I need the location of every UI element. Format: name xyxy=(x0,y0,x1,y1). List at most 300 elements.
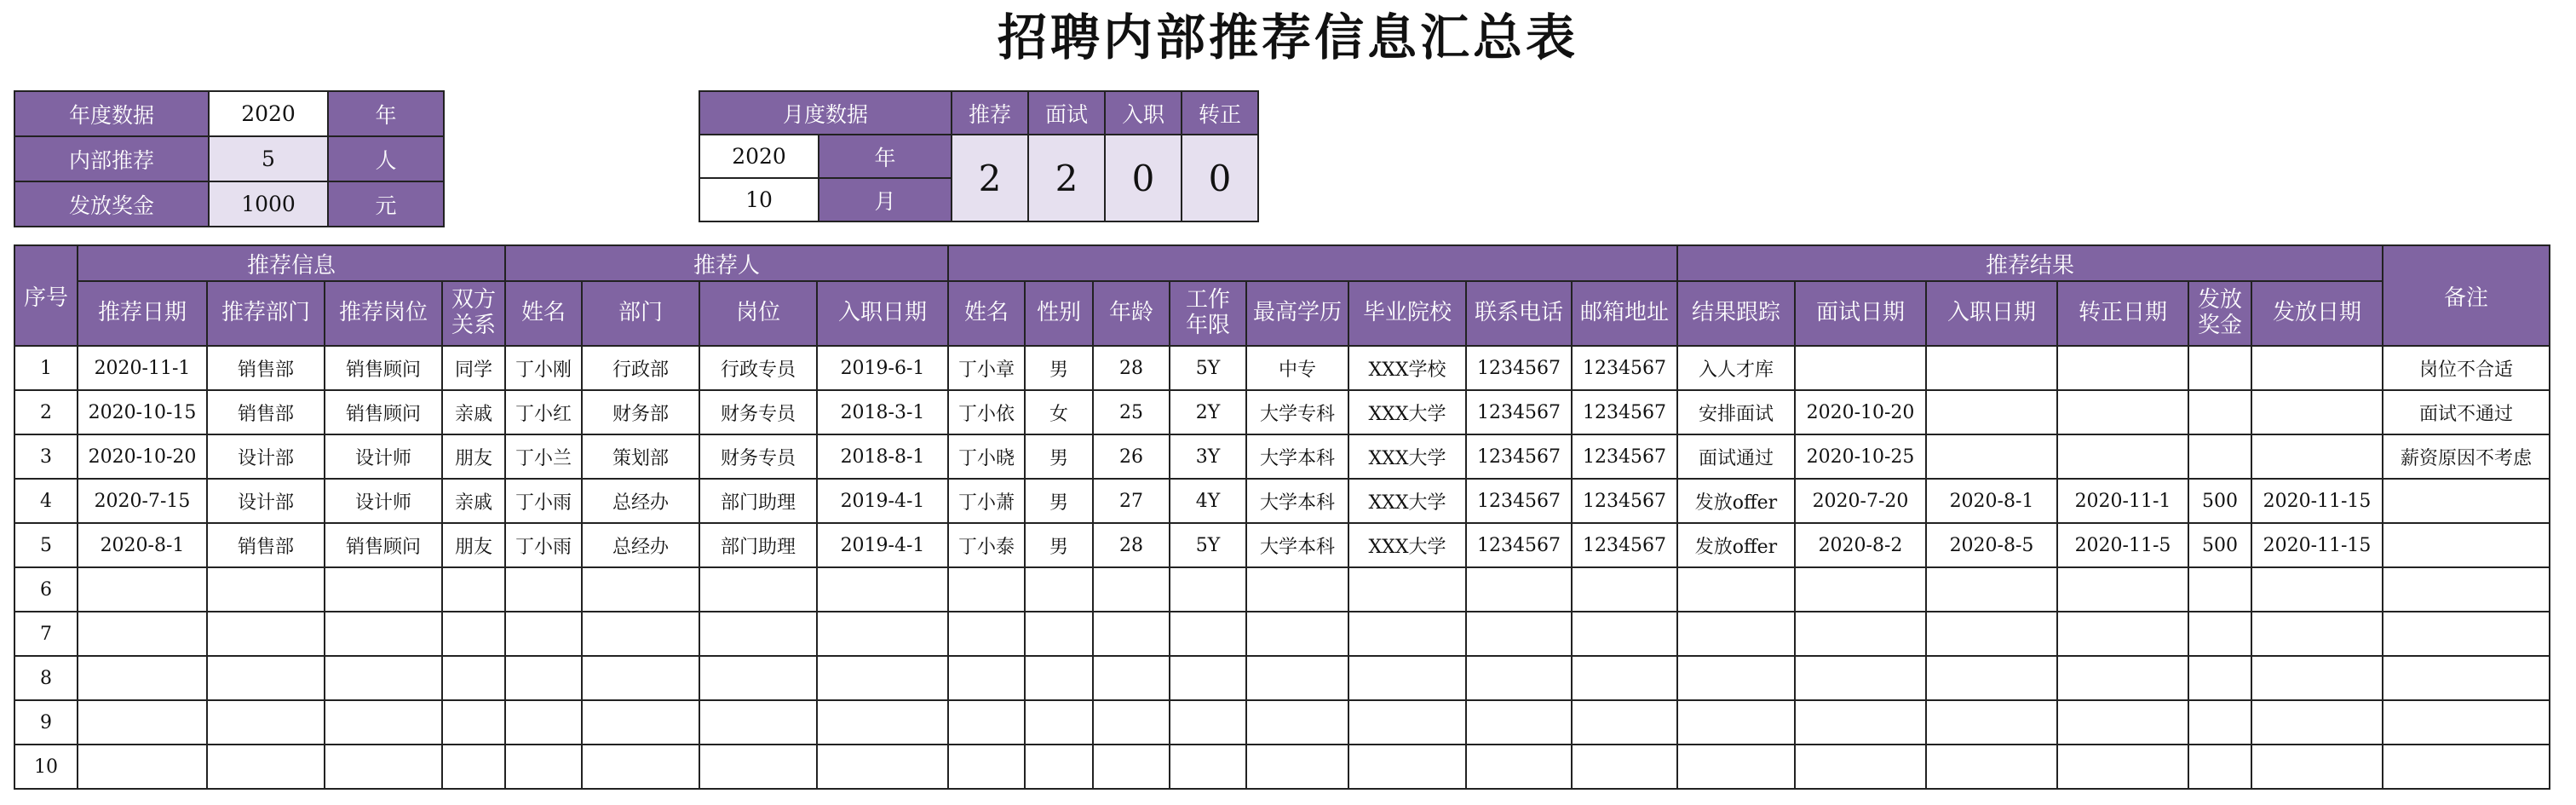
table-cell[interactable]: 销售顾问 xyxy=(325,523,442,567)
table-cell[interactable]: 亲戚 xyxy=(442,479,505,523)
table-cell[interactable] xyxy=(817,567,948,612)
table-cell[interactable]: 总经办 xyxy=(582,523,699,567)
table-cell[interactable] xyxy=(505,567,582,612)
table-cell[interactable] xyxy=(2057,745,2188,789)
table-cell[interactable]: 行政部 xyxy=(582,346,699,390)
monthly-month-value[interactable]: 10 xyxy=(699,178,819,221)
table-cell[interactable]: 丁小雨 xyxy=(505,479,582,523)
table-cell[interactable] xyxy=(78,567,207,612)
table-cell[interactable]: 设计部 xyxy=(207,479,325,523)
table-cell[interactable] xyxy=(582,656,699,700)
monthly-stat-label: 面试 xyxy=(1028,91,1105,135)
summary-label: 内部推荐 xyxy=(14,136,209,181)
table-cell[interactable]: 大学本科 xyxy=(1246,434,1348,479)
column-header: 入职日期 xyxy=(1926,281,2057,346)
column-header: 年龄 xyxy=(1093,281,1170,346)
table-cell[interactable]: 1234567 xyxy=(1466,479,1572,523)
table-cell[interactable] xyxy=(1246,700,1348,745)
table-cell[interactable] xyxy=(948,612,1025,656)
table-cell[interactable]: 2018-8-1 xyxy=(817,434,948,479)
table-cell[interactable]: 2020-11-1 xyxy=(2057,479,2188,523)
col-seq: 序号 xyxy=(14,245,78,346)
table-cell[interactable] xyxy=(2251,434,2383,479)
row-seq: 8 xyxy=(14,656,78,700)
table-cell[interactable] xyxy=(948,700,1025,745)
table-cell[interactable] xyxy=(1677,700,1795,745)
table-cell[interactable]: 总经办 xyxy=(582,479,699,523)
table-cell[interactable]: 丁小依 xyxy=(948,390,1025,434)
table-cell[interactable] xyxy=(2188,390,2251,434)
table-cell[interactable]: 丁小晓 xyxy=(948,434,1025,479)
row-seq: 2 xyxy=(14,390,78,434)
table-cell[interactable] xyxy=(1246,567,1348,612)
table-cell[interactable]: 男 xyxy=(1025,346,1093,390)
column-header: 姓名 xyxy=(505,281,582,346)
table-cell[interactable] xyxy=(582,567,699,612)
table-cell[interactable]: 3Y xyxy=(1170,434,1246,479)
table-cell[interactable]: 岗位不合适 xyxy=(2383,346,2550,390)
table-cell[interactable]: 2020-7-15 xyxy=(78,479,207,523)
table-cell[interactable]: 2019-4-1 xyxy=(817,523,948,567)
row-seq: 7 xyxy=(14,612,78,656)
column-header: 面试日期 xyxy=(1795,281,1926,346)
monthly-stat-label: 入职 xyxy=(1105,91,1182,135)
monthly-stats-table xyxy=(699,90,1259,222)
column-header: 毕业院校 xyxy=(1348,281,1466,346)
table-cell[interactable] xyxy=(1093,745,1170,789)
monthly-stat-value: 2 xyxy=(1028,135,1105,221)
table-cell[interactable] xyxy=(1348,656,1466,700)
table-cell[interactable]: 丁小萧 xyxy=(948,479,1025,523)
table-cell[interactable] xyxy=(817,656,948,700)
table-cell[interactable]: 2020-11-1 xyxy=(78,346,207,390)
table-cell[interactable] xyxy=(1025,700,1093,745)
table-cell[interactable]: 1234567 xyxy=(1466,434,1572,479)
table-cell[interactable] xyxy=(1170,656,1246,700)
table-cell[interactable] xyxy=(1572,612,1677,656)
table-cell[interactable] xyxy=(1926,700,2057,745)
group-candidate xyxy=(948,245,1677,281)
table-cell[interactable] xyxy=(1677,567,1795,612)
table-cell[interactable]: 2020-8-1 xyxy=(78,523,207,567)
table-cell[interactable] xyxy=(1170,612,1246,656)
table-cell[interactable] xyxy=(1795,612,1926,656)
referral-detail-table xyxy=(14,244,2550,790)
table-cell[interactable] xyxy=(1025,656,1093,700)
table-cell[interactable] xyxy=(582,612,699,656)
row-seq: 10 xyxy=(14,745,78,789)
table-cell[interactable] xyxy=(1926,656,2057,700)
table-cell[interactable]: 1234567 xyxy=(1572,523,1677,567)
table-cell[interactable] xyxy=(505,745,582,789)
table-cell[interactable] xyxy=(325,656,442,700)
table-cell[interactable] xyxy=(699,567,817,612)
monthly-month-unit: 月 xyxy=(819,178,952,221)
table-cell[interactable]: 1234567 xyxy=(1466,346,1572,390)
table-cell[interactable] xyxy=(1572,567,1677,612)
table-cell[interactable] xyxy=(2188,700,2251,745)
column-header: 性别 xyxy=(1025,281,1093,346)
table-cell[interactable] xyxy=(2057,612,2188,656)
table-cell[interactable] xyxy=(2251,745,2383,789)
table-cell[interactable] xyxy=(699,656,817,700)
table-cell[interactable] xyxy=(1926,434,2057,479)
table-cell[interactable]: 1234567 xyxy=(1572,434,1677,479)
table-cell[interactable] xyxy=(582,700,699,745)
monthly-year-unit: 年 xyxy=(819,135,952,178)
table-cell[interactable] xyxy=(78,612,207,656)
table-cell[interactable] xyxy=(325,612,442,656)
table-cell[interactable] xyxy=(2383,656,2550,700)
table-cell[interactable]: 2020-7-20 xyxy=(1795,479,1926,523)
row-seq: 1 xyxy=(14,346,78,390)
table-row xyxy=(14,656,2550,700)
table-cell[interactable] xyxy=(325,745,442,789)
table-cell[interactable] xyxy=(1466,612,1572,656)
group-result: 推荐结果 xyxy=(1677,245,2383,281)
table-cell[interactable] xyxy=(1466,700,1572,745)
page-title: 招聘内部推荐信息汇总表 xyxy=(997,9,1578,66)
table-cell[interactable] xyxy=(1795,745,1926,789)
table-cell[interactable]: 入人才库 xyxy=(1677,346,1795,390)
table-cell[interactable]: 1234567 xyxy=(1466,390,1572,434)
table-cell[interactable] xyxy=(2188,656,2251,700)
column-header: 联系电话 xyxy=(1466,281,1572,346)
table-cell[interactable]: 男 xyxy=(1025,479,1093,523)
table-cell[interactable]: 1234567 xyxy=(1572,390,1677,434)
table-cell[interactable] xyxy=(2057,700,2188,745)
table-cell[interactable] xyxy=(2383,567,2550,612)
table-cell[interactable] xyxy=(1572,745,1677,789)
table-cell[interactable] xyxy=(1795,567,1926,612)
table-cell[interactable] xyxy=(78,656,207,700)
table-cell[interactable] xyxy=(78,700,207,745)
table-cell[interactable]: 丁小刚 xyxy=(505,346,582,390)
table-cell[interactable]: 500 xyxy=(2188,523,2251,567)
table-cell[interactable]: 财务专员 xyxy=(699,434,817,479)
table-row xyxy=(14,567,2550,612)
table-cell[interactable] xyxy=(2057,567,2188,612)
table-cell[interactable] xyxy=(582,745,699,789)
table-cell[interactable]: 大学本科 xyxy=(1246,523,1348,567)
table-cell[interactable] xyxy=(2188,745,2251,789)
table-cell[interactable] xyxy=(817,612,948,656)
table-cell[interactable] xyxy=(2251,700,2383,745)
table-cell[interactable] xyxy=(1348,745,1466,789)
table-cell[interactable]: 25 xyxy=(1093,390,1170,434)
table-cell[interactable]: 中专 xyxy=(1246,346,1348,390)
table-cell[interactable]: 1234567 xyxy=(1466,523,1572,567)
table-cell[interactable]: 销售顾问 xyxy=(325,390,442,434)
table-cell[interactable] xyxy=(1677,612,1795,656)
table-cell[interactable] xyxy=(817,700,948,745)
summary-value[interactable]: 5 xyxy=(209,136,328,181)
table-cell[interactable] xyxy=(1093,567,1170,612)
table-cell[interactable] xyxy=(1348,567,1466,612)
table-cell[interactable] xyxy=(1025,612,1093,656)
table-cell[interactable] xyxy=(1466,745,1572,789)
table-cell[interactable] xyxy=(2383,479,2550,523)
table-cell[interactable] xyxy=(78,745,207,789)
column-header: 转正日期 xyxy=(2057,281,2188,346)
table-cell[interactable]: 5Y xyxy=(1170,523,1246,567)
table-cell[interactable]: 28 xyxy=(1093,523,1170,567)
table-cell[interactable] xyxy=(1795,346,1926,390)
table-cell[interactable]: 设计师 xyxy=(325,479,442,523)
table-cell[interactable]: XXX学校 xyxy=(1348,346,1466,390)
table-cell[interactable]: 大学专科 xyxy=(1246,390,1348,434)
table-row xyxy=(14,479,2550,523)
table-cell[interactable] xyxy=(2188,434,2251,479)
table-cell[interactable] xyxy=(1025,567,1093,612)
table-cell[interactable]: 女 xyxy=(1025,390,1093,434)
table-cell[interactable] xyxy=(442,700,505,745)
table-cell[interactable]: XXX大学 xyxy=(1348,390,1466,434)
table-cell[interactable]: 行政专员 xyxy=(699,346,817,390)
table-cell[interactable] xyxy=(1795,700,1926,745)
table-cell[interactable] xyxy=(2383,523,2550,567)
table-cell[interactable] xyxy=(1926,567,2057,612)
table-cell[interactable]: 财务专员 xyxy=(699,390,817,434)
table-cell[interactable] xyxy=(1926,390,2057,434)
table-cell[interactable] xyxy=(505,700,582,745)
table-cell[interactable]: XXX大学 xyxy=(1348,434,1466,479)
table-cell[interactable] xyxy=(2251,656,2383,700)
table-cell[interactable] xyxy=(2251,567,2383,612)
table-cell[interactable]: 4Y xyxy=(1170,479,1246,523)
table-cell[interactable]: 2020-8-5 xyxy=(1926,523,2057,567)
monthly-stat-value: 0 xyxy=(1105,135,1182,221)
table-cell[interactable] xyxy=(207,700,325,745)
table-cell[interactable]: 大学本科 xyxy=(1246,479,1348,523)
table-cell[interactable] xyxy=(948,567,1025,612)
column-header: 推荐岗位 xyxy=(325,281,442,346)
table-cell[interactable] xyxy=(1348,700,1466,745)
table-cell[interactable]: 发放offer xyxy=(1677,523,1795,567)
table-cell[interactable] xyxy=(699,612,817,656)
table-cell[interactable] xyxy=(699,700,817,745)
table-cell[interactable] xyxy=(2057,656,2188,700)
table-cell[interactable]: 策划部 xyxy=(582,434,699,479)
table-cell[interactable] xyxy=(1348,612,1466,656)
table-cell[interactable]: 部门助理 xyxy=(699,479,817,523)
table-cell[interactable] xyxy=(1025,745,1093,789)
table-cell[interactable] xyxy=(699,745,817,789)
table-cell[interactable] xyxy=(1572,656,1677,700)
table-cell[interactable]: 26 xyxy=(1093,434,1170,479)
column-header: 工作 年限 xyxy=(1170,281,1246,346)
table-cell[interactable]: 2019-6-1 xyxy=(817,346,948,390)
summary-unit: 元 xyxy=(328,181,444,227)
table-cell[interactable]: 2020-10-15 xyxy=(78,390,207,434)
column-header: 结果跟踪 xyxy=(1677,281,1795,346)
table-cell[interactable]: 同学 xyxy=(442,346,505,390)
table-row xyxy=(14,434,2550,479)
table-cell[interactable] xyxy=(207,567,325,612)
column-header: 部门 xyxy=(582,281,699,346)
column-header: 入职日期 xyxy=(817,281,948,346)
table-cell[interactable] xyxy=(1677,656,1795,700)
table-row xyxy=(14,745,2550,789)
table-cell[interactable] xyxy=(1466,656,1572,700)
table-cell[interactable]: 男 xyxy=(1025,434,1093,479)
column-header: 推荐部门 xyxy=(207,281,325,346)
group-referral-info: 推荐信息 xyxy=(78,245,505,281)
table-cell[interactable] xyxy=(948,656,1025,700)
table-cell[interactable]: 朋友 xyxy=(442,434,505,479)
table-cell[interactable]: 面试不通过 xyxy=(2383,390,2550,434)
row-seq: 4 xyxy=(14,479,78,523)
table-row xyxy=(14,346,2550,390)
table-cell[interactable]: 丁小雨 xyxy=(505,523,582,567)
table-cell[interactable]: 2020-10-20 xyxy=(78,434,207,479)
table-cell[interactable]: 2Y xyxy=(1170,390,1246,434)
table-cell[interactable]: 2020-11-5 xyxy=(2057,523,2188,567)
table-cell[interactable] xyxy=(2383,612,2550,656)
table-cell[interactable]: 2020-10-25 xyxy=(1795,434,1926,479)
row-seq: 3 xyxy=(14,434,78,479)
table-cell[interactable] xyxy=(1926,745,2057,789)
table-cell[interactable] xyxy=(2383,745,2550,789)
table-cell[interactable] xyxy=(207,745,325,789)
table-cell[interactable]: 面试通过 xyxy=(1677,434,1795,479)
table-cell[interactable]: 2020-8-2 xyxy=(1795,523,1926,567)
table-cell[interactable] xyxy=(2251,390,2383,434)
table-cell[interactable]: 2020-10-20 xyxy=(1795,390,1926,434)
table-cell[interactable] xyxy=(1170,700,1246,745)
table-cell[interactable] xyxy=(1093,656,1170,700)
row-seq: 5 xyxy=(14,523,78,567)
table-cell[interactable]: 丁小章 xyxy=(948,346,1025,390)
table-cell[interactable]: 财务部 xyxy=(582,390,699,434)
table-cell[interactable] xyxy=(1246,745,1348,789)
table-cell[interactable]: 安排面试 xyxy=(1677,390,1795,434)
table-cell[interactable] xyxy=(1926,612,2057,656)
table-cell[interactable]: 设计师 xyxy=(325,434,442,479)
column-header: 邮箱地址 xyxy=(1572,281,1677,346)
table-cell[interactable] xyxy=(207,612,325,656)
group-referrer: 推荐人 xyxy=(505,245,948,281)
table-cell[interactable] xyxy=(1093,612,1170,656)
table-cell[interactable] xyxy=(948,745,1025,789)
table-cell[interactable] xyxy=(1926,346,2057,390)
table-cell[interactable]: 丁小兰 xyxy=(505,434,582,479)
table-cell[interactable] xyxy=(1795,656,1926,700)
table-cell[interactable]: 丁小泰 xyxy=(948,523,1025,567)
table-cell[interactable] xyxy=(442,745,505,789)
monthly-header-label: 月度数据 xyxy=(699,91,952,135)
table-cell[interactable] xyxy=(1246,656,1348,700)
table-cell[interactable] xyxy=(2251,612,2383,656)
column-header: 岗位 xyxy=(699,281,817,346)
table-cell[interactable] xyxy=(1466,567,1572,612)
table-cell[interactable] xyxy=(2383,700,2550,745)
table-cell[interactable] xyxy=(325,567,442,612)
monthly-stat-value: 0 xyxy=(1182,135,1258,221)
table-cell[interactable] xyxy=(2057,390,2188,434)
table-row xyxy=(14,390,2550,434)
table-cell[interactable] xyxy=(207,656,325,700)
table-cell[interactable]: 丁小红 xyxy=(505,390,582,434)
summary-value[interactable]: 2020 xyxy=(209,91,328,136)
table-cell[interactable] xyxy=(2188,567,2251,612)
table-cell[interactable]: 2020-11-15 xyxy=(2251,523,2383,567)
monthly-stat-label: 转正 xyxy=(1182,91,1258,135)
table-cell[interactable] xyxy=(442,567,505,612)
table-cell[interactable] xyxy=(1572,700,1677,745)
table-cell[interactable] xyxy=(505,656,582,700)
table-cell[interactable]: 男 xyxy=(1025,523,1093,567)
table-cell[interactable]: 销售部 xyxy=(207,523,325,567)
table-cell[interactable]: 销售顾问 xyxy=(325,346,442,390)
table-cell[interactable] xyxy=(1677,745,1795,789)
table-cell[interactable]: 2020-11-15 xyxy=(2251,479,2383,523)
table-cell[interactable]: 2020-8-1 xyxy=(1926,479,2057,523)
monthly-stat-label: 推荐 xyxy=(952,91,1028,135)
table-cell[interactable] xyxy=(1093,700,1170,745)
table-cell[interactable]: 亲戚 xyxy=(442,390,505,434)
table-cell[interactable] xyxy=(2057,434,2188,479)
table-cell[interactable] xyxy=(817,745,948,789)
column-header: 推荐日期 xyxy=(78,281,207,346)
table-cell[interactable] xyxy=(2188,346,2251,390)
table-cell[interactable]: XXX大学 xyxy=(1348,479,1466,523)
table-cell[interactable]: 薪资原因不考虑 xyxy=(2383,434,2550,479)
column-header: 发放 奖金 xyxy=(2188,281,2251,346)
table-cell[interactable]: 销售部 xyxy=(207,390,325,434)
table-cell[interactable] xyxy=(442,612,505,656)
table-cell[interactable]: 27 xyxy=(1093,479,1170,523)
table-cell[interactable] xyxy=(2251,346,2383,390)
summary-row-year xyxy=(14,91,444,136)
summary-unit: 年 xyxy=(328,91,444,136)
table-cell[interactable]: 5Y xyxy=(1170,346,1246,390)
table-cell[interactable]: 2019-4-1 xyxy=(817,479,948,523)
summary-unit: 人 xyxy=(328,136,444,181)
table-cell[interactable] xyxy=(1246,612,1348,656)
table-cell[interactable]: XXX大学 xyxy=(1348,523,1466,567)
table-cell[interactable] xyxy=(2057,346,2188,390)
table-cell[interactable]: 1234567 xyxy=(1572,346,1677,390)
table-cell[interactable]: 28 xyxy=(1093,346,1170,390)
monthly-year-value[interactable]: 2020 xyxy=(699,135,819,178)
col-remark: 备注 xyxy=(2383,245,2550,346)
annual-summary-table xyxy=(14,90,445,227)
table-cell[interactable]: 朋友 xyxy=(442,523,505,567)
table-row xyxy=(14,612,2550,656)
table-cell[interactable] xyxy=(1170,567,1246,612)
table-cell[interactable] xyxy=(325,700,442,745)
monthly-stat-value: 2 xyxy=(952,135,1028,221)
table-cell[interactable] xyxy=(2188,612,2251,656)
summary-value[interactable]: 1000 xyxy=(209,181,328,227)
table-cell[interactable] xyxy=(1170,745,1246,789)
table-row xyxy=(14,523,2550,567)
column-header: 最高学历 xyxy=(1246,281,1348,346)
summary-label: 发放奖金 xyxy=(14,181,209,227)
table-cell[interactable]: 2018-3-1 xyxy=(817,390,948,434)
table-cell[interactable] xyxy=(505,612,582,656)
column-header: 双方 关系 xyxy=(442,281,505,346)
table-cell[interactable]: 设计部 xyxy=(207,434,325,479)
column-header: 发放日期 xyxy=(2251,281,2383,346)
table-cell[interactable] xyxy=(442,656,505,700)
table-cell[interactable]: 发放offer xyxy=(1677,479,1795,523)
table-cell[interactable]: 销售部 xyxy=(207,346,325,390)
table-cell[interactable]: 部门助理 xyxy=(699,523,817,567)
table-cell[interactable]: 500 xyxy=(2188,479,2251,523)
table-cell[interactable]: 1234567 xyxy=(1572,479,1677,523)
